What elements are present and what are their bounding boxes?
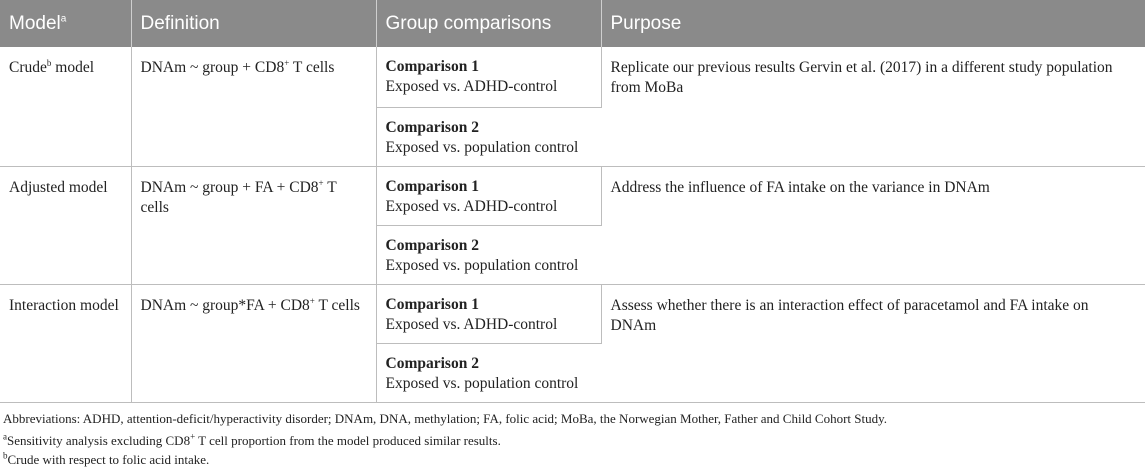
- footnote-a: $^a$Sensitivity analysis excluding CD8+ T cell proportion from the model produced similar results.: [3, 431, 501, 448]
- header-purpose: Purpose: [601, 0, 1145, 47]
- definition-cell: DNAm ~ group + FA + CD8+ T cells: [131, 166, 376, 284]
- definition-cell: DNAm ~ group*FA + CD8+ T cells: [131, 284, 376, 402]
- model-cell: Adjusted model: [0, 166, 131, 284]
- header-group-comparisons: Group comparisons: [376, 0, 601, 47]
- comparison-cell: Comparison 2 Exposed vs. population control: [376, 343, 601, 402]
- table-header-row: [0, 0, 1145, 47]
- purpose-cell: Address the influence of FA intake on the variance in DNAm: [601, 166, 1145, 284]
- comparison-cell: Comparison 1 Exposed vs. ADHD-control: [376, 284, 601, 343]
- table-row: [0, 47, 1145, 107]
- comparison-cell: Comparison 2 Exposed vs. population control: [376, 107, 601, 166]
- purpose-cell: Replicate our previous results Gervin et al. (2017) in a different study population from MoBa: [601, 47, 1145, 166]
- comparison-cell: Comparison 1 Exposed vs. ADHD-control: [376, 166, 601, 225]
- header-definition: Definition: [131, 0, 376, 47]
- table-row: [0, 284, 1145, 343]
- header-model: Model$^a$: [0, 0, 131, 47]
- table-row: [0, 166, 1145, 225]
- comparison-cell: Comparison 1 Exposed vs. ADHD-control: [376, 47, 601, 107]
- model-cell: Interaction model: [0, 284, 131, 402]
- footnote-b: $^b$Crude with respect to folic acid intake.: [3, 450, 210, 467]
- definition-cell: DNAm ~ group + CD8+ T cells: [131, 47, 376, 166]
- model-cell: Crude$^b$ model: [0, 47, 131, 166]
- footnote-abbreviations: Abbreviations: ADHD, attention-deficit/hyperactivity disorder; DNAm, DNA, methylation; FA, folic acid; MoBa, the Norwegian Mother, Father and Child Cohort Study.: [3, 411, 888, 426]
- purpose-cell: Assess whether there is an interaction effect of paracetamol and FA intake on DNAm: [601, 284, 1145, 402]
- comparison-cell: Comparison 2 Exposed vs. population control: [376, 225, 601, 284]
